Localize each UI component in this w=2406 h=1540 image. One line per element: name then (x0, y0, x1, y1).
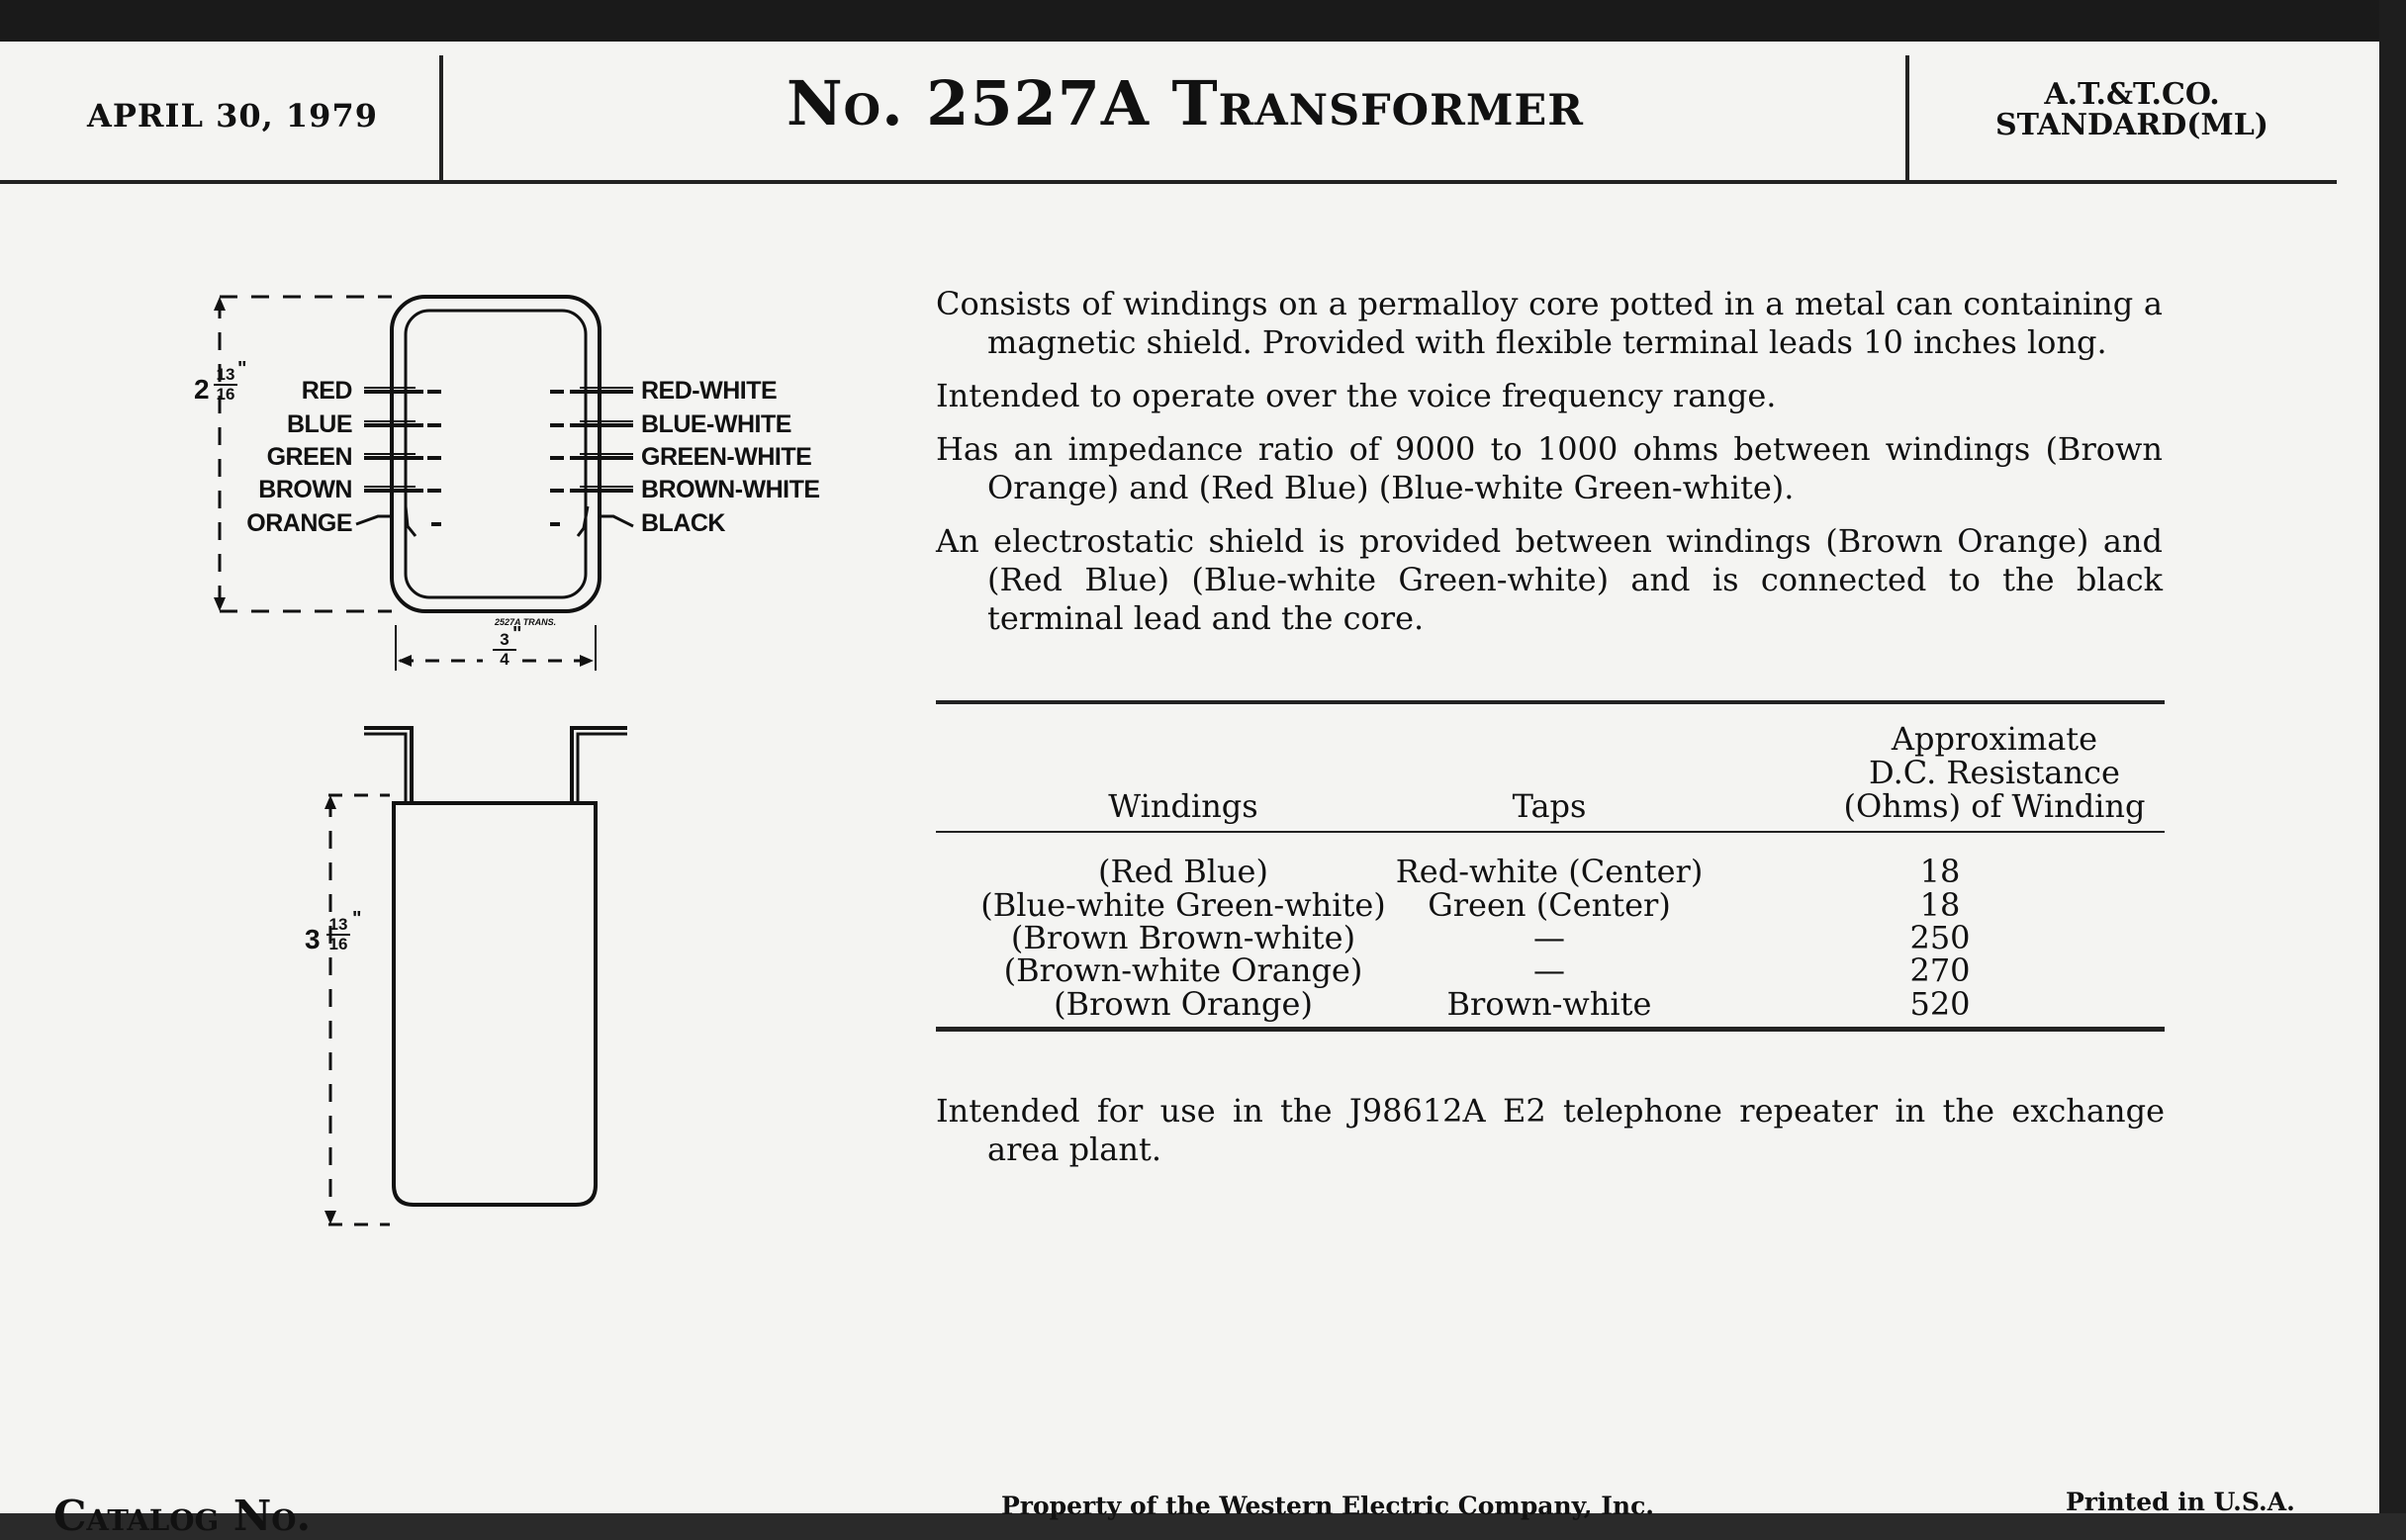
lead-label-blue: BLUE (286, 410, 352, 438)
lead-label-green: GREEN (266, 443, 352, 471)
header-divider-right (1905, 55, 1909, 180)
table-row (936, 953, 2165, 987)
description-construction: Consists of windings on a permalloy core potted in a metal can containing a magnetic shield. Provided with flexible terminal leads 10 inches long. (936, 285, 2163, 361)
standard-code: STANDARD(ML) (1995, 108, 2268, 142)
column-header-taps: Taps (1512, 787, 1587, 825)
description (936, 285, 2163, 653)
table-row (936, 855, 2165, 888)
cell-ohms: 520 (1909, 985, 1971, 1023)
cell-tap: Green (Center) (1428, 886, 1671, 924)
cell-ohms: 270 (1909, 951, 1971, 989)
lead-label-red: RED (301, 377, 352, 405)
description-frequency: Intended to operate over the voice frequency range. (936, 377, 1777, 414)
issue-date: APRIL 30, 1979 (87, 97, 378, 135)
cell-tap: — (1533, 919, 1565, 956)
cell-ohms: 18 (1919, 853, 1961, 890)
lead-label-red-white: RED-WHITE (641, 377, 778, 405)
lead-label-brown: BROWN (258, 476, 352, 503)
catalog-number-label: Catalog No. (53, 1492, 312, 1540)
description-shield: An electrostatic shield is provided between windings (Brown Orange) and (Red Blue) (Blue-white Green-white) and is connected to the black terminal lead and the core. (936, 522, 2163, 637)
can-marking: 2527A TRANS. (495, 617, 557, 627)
page-title: No. 2527A Transformer (787, 67, 1584, 139)
cell-tap: Brown-white (1446, 985, 1652, 1023)
table-row (936, 987, 2165, 1021)
column-header-windings: Windings (1108, 787, 1258, 825)
table-row (936, 921, 2165, 954)
table-top-rule (936, 700, 2165, 704)
lead-label-brown-white: BROWN-WHITE (641, 476, 820, 503)
cell-tap: Red-white (Center) (1395, 853, 1704, 890)
cell-ohms: 250 (1909, 919, 1971, 956)
property-notice: Property of the Western Electric Company, Inc. (1001, 1492, 1655, 1520)
transformer-drawing (0, 42, 890, 1327)
standard-company: A.T.&T.CO. (2044, 77, 2220, 112)
scan-right-border (2379, 0, 2406, 1513)
lead-label-green-white: GREEN-WHITE (641, 443, 812, 471)
table-header-rule (936, 831, 2165, 833)
spec-sheet: APRIL 30, 1979 No. 2527A Transformer A.T.&T.CO. STANDARD(ML) RED BLUE GREEN BROWN ORANGE RED-WHITE BLUE-WHITE GREEN-WHITE BROWN-WHITE BLACK 2527A TRANS. 2 $\frac{13}{16}$ " $\frac{3}{4}$ " 3 $\frac{13}{16}$ " Consists of windings on a permalloy core potted in a metal can containing a magnetic shield. Provided with flexible terminal leads 10 inches long. Intended to operate over the voice frequency range. Has an impedance ratio of 9000 to 1000 ohms between windings (Brown Orange) and (Red Blue) (Blue-white Green-white). An electrostatic shield is provided between windings (Brown Orange) and (Red Blue) (Blue-white Green-white) and is connected to the black terminal lead and the core. Windings Taps Approximate D.C. Resistance (Ohms) of Winding (Red Blue) Red-white (Center) 18 (Blue-white Green-white) Green (Center) 18 (Brown Brown-white) — 250 (Brown-white Orange) — 270 (Brown Orange) Brown-white 520 Intended for use in the J98612A E2 telephone repeater in the exchange area plant. Catalog No. Property of the Western Electric Company, Inc. Printed in U.S.A. (0, 42, 2379, 1513)
can-top-view-outer (392, 297, 600, 611)
standard-block (1969, 79, 2295, 140)
lead-label-orange: ORANGE (246, 509, 352, 537)
can-side-view (394, 803, 596, 1205)
column-header-resistance: Approximate D.C. Resistance (Ohms) of Winding (1843, 720, 2146, 825)
cell-winding: (Brown Brown-white) (1010, 919, 1356, 956)
description-impedance: Has an impedance ratio of 9000 to 1000 ohms between windings (Brown Orange) and (Red Blue) (Blue-white Green-white). (936, 430, 2163, 506)
cell-winding: (Red Blue) (1098, 853, 1268, 890)
table-bottom-rule (936, 1027, 2165, 1032)
scan-top-border (0, 0, 2406, 42)
cell-tap: — (1533, 951, 1565, 989)
cell-ohms: 18 (1919, 886, 1961, 924)
table-row (936, 888, 2165, 922)
cell-winding: (Brown Orange) (1054, 985, 1313, 1023)
application-note: Intended for use in the J98612A E2 telephone repeater in the exchange area plant. (936, 1092, 2165, 1168)
printed-notice: Printed in U.S.A. (2066, 1488, 2295, 1516)
cell-winding: (Brown-white Orange) (1003, 951, 1363, 989)
lead-label-blue-white: BLUE-WHITE (641, 410, 791, 438)
lead-label-black: BLACK (641, 509, 725, 537)
cell-winding: (Blue-white Green-white) (980, 886, 1386, 924)
can-top-view-inner (406, 311, 586, 597)
